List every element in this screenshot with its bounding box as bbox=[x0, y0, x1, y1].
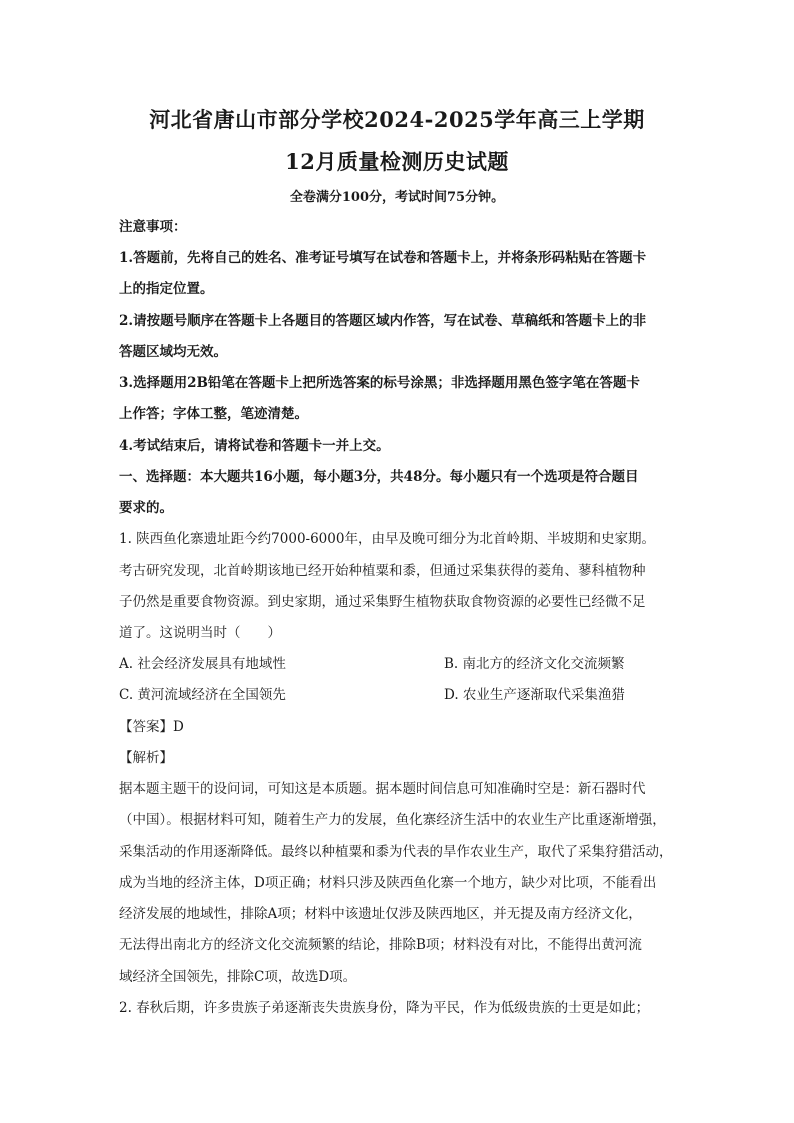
question-1-analysis: 成为当地的经济主体，D项正确；材料只涉及陕西鱼化寨一个地方，缺少对比项，不能看出 bbox=[119, 875, 657, 891]
question-1-option-c: C. 黄河流域经济在全国领先 bbox=[119, 687, 286, 703]
question-1-analysis: 经济发展的地域性，排除A项；材料中该遗址仅涉及陕西地区，并无提及南方经济文化， bbox=[119, 906, 642, 922]
notes-heading: 注意事项： bbox=[119, 219, 187, 235]
question-1-option-a: A. 社会经济发展具有地域性 bbox=[119, 656, 286, 672]
notes-line: 1.答题前，先将自己的姓名、准考证号填写在试卷和答题卡上，并将条形码粘贴在答题卡 bbox=[119, 250, 647, 266]
question-1-analysis-heading: 【解析】 bbox=[119, 750, 173, 766]
question-1-analysis: 域经济全国领先，排除C项，故选D项。 bbox=[119, 969, 357, 985]
notes-line: 3.选择题用2B铅笔在答题卡上把所选答案的标号涂黑；非选择题用黑色签字笔在答题卡 bbox=[119, 375, 640, 391]
question-2-stem: 2. 春秋后期，许多贵族子弟逐渐丧失贵族身份，降为平民，作为低级贵族的士更是如此； bbox=[119, 1000, 650, 1016]
question-1-stem: 1. 陕西鱼化寨遗址距今约7000-6000年，由早及晚可细分为北首岭期、半坡期和史家期。 bbox=[119, 531, 655, 547]
question-1-analysis: 无法得出南北方的经济文化交流频繁的结论，排除B项；材料没有对比，不能得出黄河流 bbox=[119, 937, 642, 953]
question-1-analysis: 据本题主题干的设问词，可知这是本质题。据本题时间信息可知准确时空是：新石器时代 bbox=[119, 781, 646, 797]
notes-line: 答题区域均无效。 bbox=[119, 344, 227, 360]
question-1-option-d: D. 农业生产逐渐取代采集渔猎 bbox=[444, 687, 625, 703]
notes-line: 上作答；字体工整，笔迹清楚。 bbox=[119, 406, 308, 422]
exam-subtitle: 全卷满分100分，考试时间75分钟。 bbox=[289, 190, 505, 205]
section-heading: 一、选择题：本大题共16小题，每小题3分，共48分。每小题只有一个选项是符合题目 bbox=[119, 469, 639, 485]
exam-title-line1: 河北省唐山市部分学校2024-2025学年高三上学期 bbox=[149, 107, 645, 132]
exam-title-line2: 12月质量检测历史试题 bbox=[285, 149, 509, 174]
question-1-answer: 【答案】D bbox=[119, 719, 184, 735]
question-1-analysis: （中国）。根据材料可知，随着生产力的发展，鱼化寨经济生活中的农业生产比重逐渐增强， bbox=[119, 812, 666, 828]
question-1-analysis: 采集活动的作用逐渐降低。最终以种植粟和黍为代表的旱作农业生产，取代了采集狩猎活动， bbox=[119, 844, 673, 860]
notes-line: 4.考试结束后，请将试卷和答题卡一并上交。 bbox=[119, 438, 390, 454]
question-1-option-b: B. 南北方的经济文化交流频繁 bbox=[444, 656, 625, 672]
question-1-stem: 子仍然是重要食物资源。到史家期，通过采集野生植物获取食物资源的必要性已经微不足 bbox=[119, 594, 646, 610]
section-heading-cont: 要求的。 bbox=[119, 500, 173, 516]
notes-line: 2.请按题号顺序在答题卡上各题目的答题区域内作答，写在试卷、草稿纸和答题卡上的非 bbox=[119, 313, 647, 329]
notes-line: 上的指定位置。 bbox=[119, 281, 214, 297]
question-1-stem: 道了。这说明当时（ ） bbox=[119, 625, 281, 641]
question-1-stem: 考古研究发现，北首岭期该地已经开始种植粟和黍，但通过采集获得的菱角、蓼科植物种 bbox=[119, 563, 646, 579]
